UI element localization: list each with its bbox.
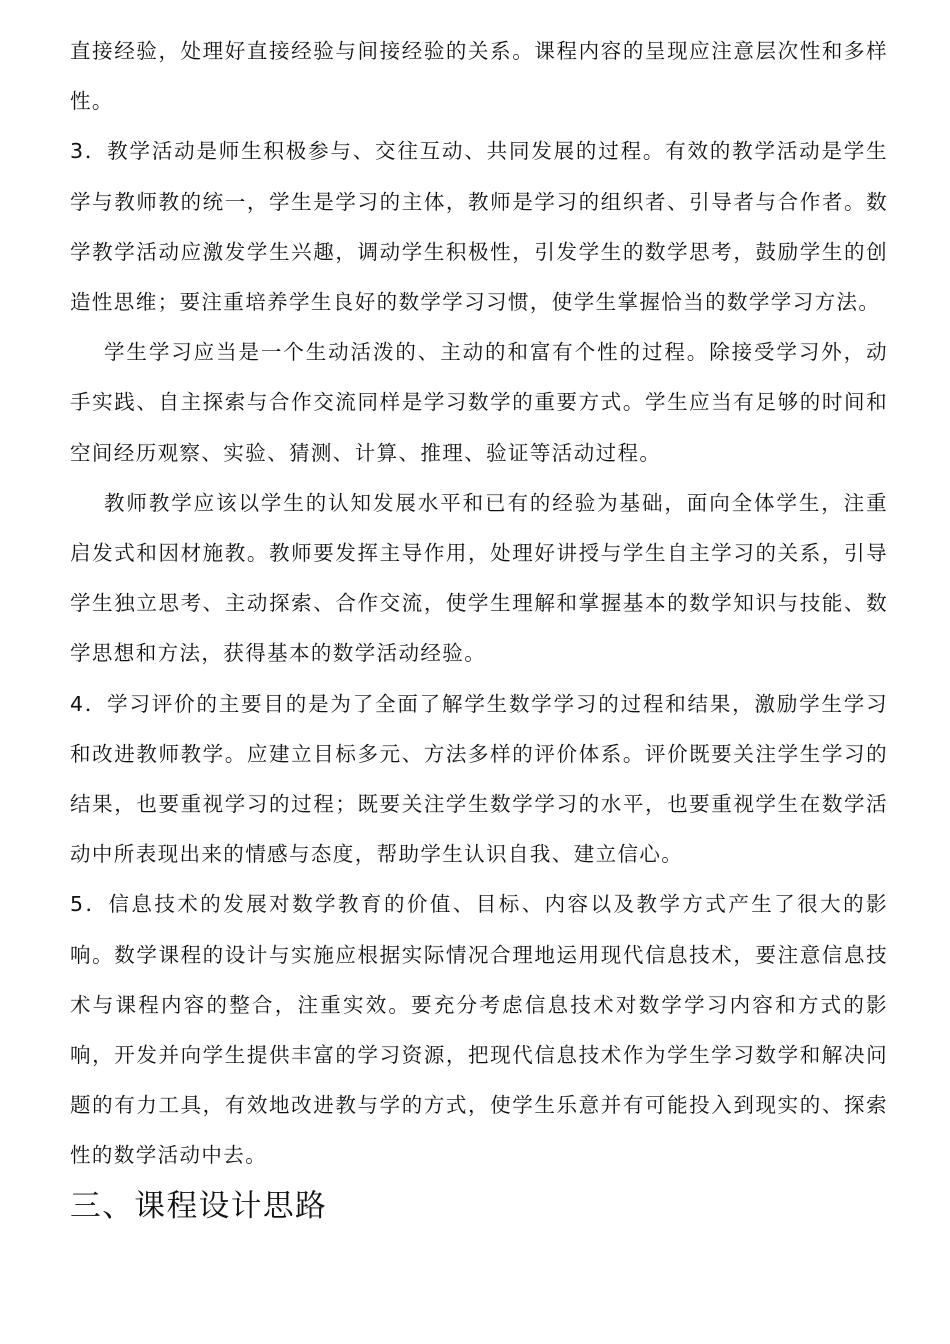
paragraph-direct-experience: 直接经验，处理好直接经验与间接经验的关系。课程内容的呈现应注意层次性和多样性。 — [70, 39, 888, 114]
paragraph-item-4-learning-evaluation: 4．学习评价的主要目的是为了全面了解学生数学学习的过程和结果，激励学生学习和改进教师教学。应建立目标多元、方法多样的评价体系。评价既要关注学生学习的结果，也要重视学习的过程；既要关注学生数学学习的水平，也要重视学生在数学活动中所表现出来的情感与态度，帮助学生认识自我、建立信心。 — [70, 691, 888, 867]
paragraph-teacher-teaching: 教师教学应该以学生的认知发展水平和已有的经验为基础，面向全体学生，注重启发式和因材施教。教师要发挥主导作用，处理好讲授与学生自主学习的关系，引导学生独立思考、主动探索、合作交流，使学生理解和掌握基本的数学知识与技能、数学思想和方法，获得基本的数学活动经验。 — [70, 490, 888, 666]
document-page — [70, 26, 888, 1231]
paragraph-student-learning: 学生学习应当是一个生动活泼的、主动的和富有个性的过程。除接受学习外，动手实践、自主探索与合作交流同样是学习数学的重要方式。学生应当有足够的时间和空间经历观察、实验、猜测、计算、推理、验证等活动过程。 — [70, 340, 888, 465]
paragraph-item-5-information-technology: 5．信息技术的发展对数学教育的价值、目标、内容以及教学方式产生了很大的影响。数学课程的设计与实施应根据实际情况合理地运用现代信息技术，要注意信息技术与课程内容的整合，注重实效。要充分考虑信息技术对数学学习内容和方式的影响，开发并向学生提供丰富的学习资源，把现代信息技术作为学生学习数学和解决问题的有力工具，有效地改进教与学的方式，使学生乐意并有可能投入到现实的、探索性的数学活动中去。 — [70, 892, 888, 1168]
section-heading: 三、课程设计思路 — [70, 1187, 328, 1224]
paragraph-item-3-teaching-activity: 3．教学活动是师生积极参与、交往互动、共同发展的过程。有效的教学活动是学生学与教师教的统一，学生是学习的主体，教师是学习的组织者、引导者与合作者。数学教学活动应激发学生兴趣，调动学生积极性，引发学生的数学思考，鼓励学生的创造性思维；要注重培养学生良好的数学学习习惯，使学生掌握恰当的数学学习方法。 — [70, 139, 888, 315]
